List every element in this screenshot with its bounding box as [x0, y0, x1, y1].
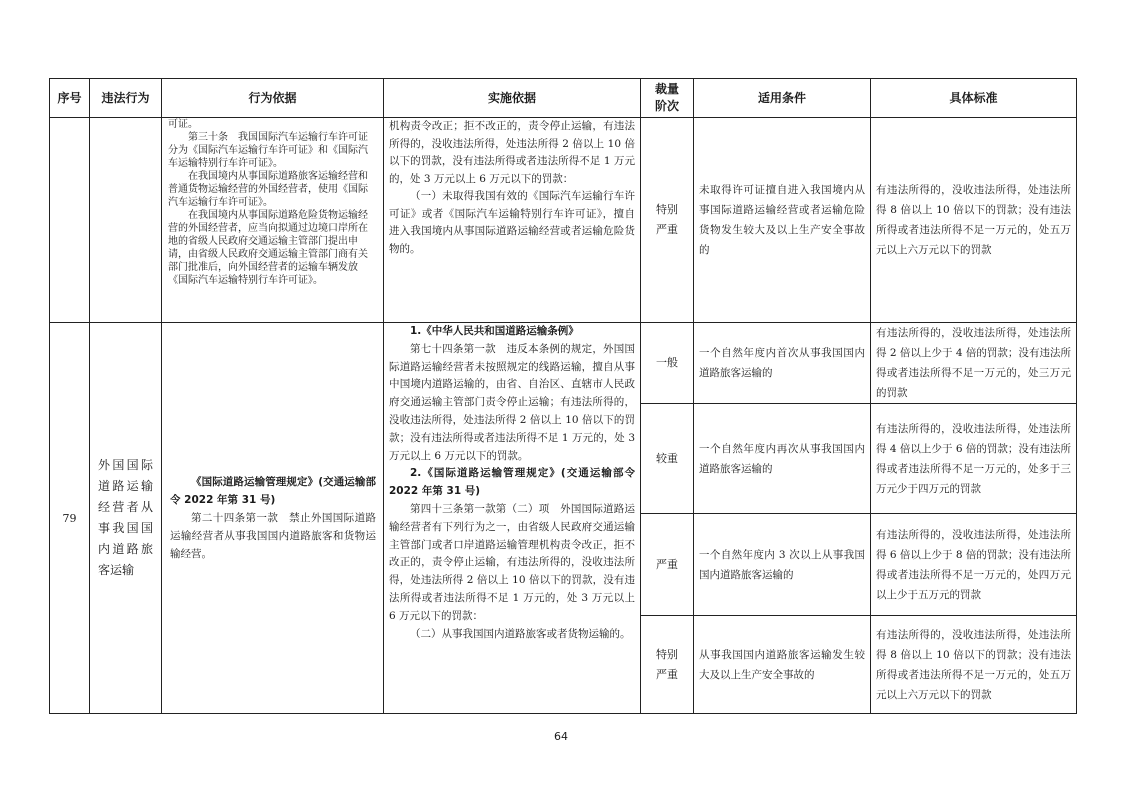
page-number: 64 — [554, 730, 568, 743]
header-standard: 具体标准 — [871, 79, 1077, 118]
basis-cell — [162, 323, 384, 714]
level-label: 特别严重 — [656, 203, 678, 236]
cont-basis-para: 第三十条 我国国际汽车运输行车许可证分为《国际汽车运输行车许可证》和《国际汽车运输特别行车许可证》。 — [168, 132, 368, 169]
header-implement: 实施依据 — [384, 79, 641, 118]
penalty-table — [49, 78, 1077, 714]
condition-text: 一个自然年度内再次从事我国国内道路旅客运输的 — [699, 442, 865, 475]
condition-text: 从事我国国内道路旅客运输发生较大及以上生产安全事故的 — [699, 648, 865, 681]
level-label: 严重 — [656, 557, 678, 571]
implement-cell — [384, 323, 641, 714]
standard-text: 有违法所得的，没收违法所得，处违法所得 8 倍以上 10 倍以下的罚款；没有违法所得或者违法所得不足一万元的，处五万元以上六万元以下的罚款 — [876, 184, 1071, 256]
implement-title: 1.《中华人民共和国道路运输条例》 — [410, 325, 579, 337]
standard-text: 有违法所得的，没收违法所得，处违法所得 8 倍以上 10 倍以下的罚款；没有违法所得或者违法所得不足一万元的，处五万元以上六万元以下的罚款 — [876, 628, 1071, 701]
implement-title: 2.《国际道路运输管理规定》(交通运输部令 2022 年第 31 号) — [389, 467, 635, 498]
level-cell — [641, 616, 694, 714]
standard-cell — [871, 616, 1077, 714]
table-row — [50, 323, 1077, 404]
standard-cell — [871, 514, 1077, 616]
level-cell — [641, 404, 694, 514]
implement-text: 第四十三条第一款第（二）项 外国国际道路运输经营者有下列行为之一，由省级人民政府交通运输主管部门或者口岸道路运输管理机构责令改正，拒不改正的，责令停止运输，有违法所得的，没收违法所得，处违法所得 2 倍以上 10 倍以下的罚款，没有违法所得或者违法所得不足 1 万元的，处 3 万元以上 6 万元以下的罚款： — [389, 502, 635, 622]
cont-basis-para: 可证。 — [168, 119, 198, 130]
cont-no — [50, 118, 90, 323]
violation-text: 外国国际道路运输经营者从事我国国内道路旅客运输 — [98, 458, 153, 577]
basis-title: 《国际道路运输管理规定》(交通运输部令 2022 年第 31 号) — [170, 476, 376, 506]
cont-condition-cell — [694, 118, 871, 323]
header-violation: 违法行为 — [90, 79, 162, 118]
condition-cell — [694, 514, 871, 616]
cont-level-cell — [641, 118, 694, 323]
level-label: 较重 — [656, 451, 678, 465]
level-cell — [641, 323, 694, 404]
header-condition: 适用条件 — [694, 79, 871, 118]
cont-violation — [90, 118, 162, 323]
level-cell — [641, 514, 694, 616]
header-basis: 行为依据 — [162, 79, 384, 118]
standard-text: 有违法所得的，没收违法所得，处违法所得 2 倍以上少于 4 倍的罚款；没有违法所得或者违法所得不足一万元的，处三万元的罚款 — [876, 327, 1071, 399]
row-number: 79 — [50, 323, 90, 714]
standard-cell — [871, 404, 1077, 514]
header-no: 序号 — [50, 79, 90, 118]
implement-text: （二）从事我国国内道路旅客或者货物运输的。 — [410, 627, 631, 640]
basis-text: 第二十四条第一款 禁止外国国际道路运输经营者从事我国国内道路旅客和货物运输经营。 — [170, 512, 376, 560]
standard-text: 有违法所得的，没收违法所得，处违法所得 6 倍以上少于 8 倍的罚款；没有违法所得或者违法所得不足一万元的，处四万元以上少于五万元的罚款 — [876, 528, 1071, 601]
standard-text: 有违法所得的，没收违法所得，处违法所得 4 倍以上少于 6 倍的罚款；没有违法所得或者违法所得不足一万元的，处多于三万元少于四万元的罚款 — [876, 422, 1071, 495]
condition-text: 一个自然年度内首次从事我国国内道路旅客运输的 — [699, 347, 865, 379]
condition-cell — [694, 323, 871, 404]
header-row — [50, 79, 1077, 118]
violation-cell — [90, 323, 162, 714]
cont-basis-para: 在我国境内从事国际道路旅客运输经营和普通货物运输经营的外国经营者，使用《国际汽车运输行车许可证》。 — [168, 171, 368, 208]
condition-cell — [694, 616, 871, 714]
condition-text: 一个自然年度内 3 次以上从事我国国内道路旅客运输的 — [699, 548, 865, 581]
cont-basis-para: 在我国境内从事国际道路危险货物运输经营的外国经营者，应当向拟通过边境口岸所在地的省级人民政府交通运输主管部门提出申请，由省级人民政府交通运输主管部门商有关部门批准后，向外国经营者的运输车辆发放《国际汽车运输特别行车许可证》。 — [168, 210, 368, 286]
implement-text: 第七十四条第一款 违反本条例的规定，外国国际道路运输经营者未按照规定的线路运输，擅自从事中国境内道路运输的，由省、自治区、直辖市人民政府交通运输主管部门责令停止运输；有违法所得的，没收违法所得，处违法所得 2 倍以上 10 倍以下的罚款；没有违法所得或者违法所得不足 1 万元的，处 3 万元以上 6 万元以下的罚款。 — [389, 342, 635, 462]
cont-implement-para: （一）未取得我国有效的《国际汽车运输行车许可证》或者《国际汽车运输特别行车许可证》，擅自进入我国境内从事国际道路运输经营或者运输危险货物的。 — [389, 190, 635, 255]
level-label: 特别严重 — [656, 647, 678, 681]
cont-implement-cell — [384, 118, 641, 323]
cont-standard-cell — [871, 118, 1077, 323]
cont-implement-para: 机构责令改正；拒不改正的，责令停止运输，有违法所得的，没收违法所得，处违法所得 2 倍以上 10 倍以下的罚款，没有违法所得或者违法所得不足 1 万元的，处 3 万元以上 6 万元以下的罚款： — [389, 120, 635, 185]
continued-row — [50, 118, 1077, 323]
header-level: 裁量阶次 — [641, 79, 694, 118]
condition-cell — [694, 404, 871, 514]
condition-text: 未取得许可证擅自进入我国境内从事国际道路运输经营或者运输危险货物发生较大及以上生产安全事故的 — [699, 184, 865, 256]
cont-basis-cell — [162, 118, 384, 323]
level-label: 一般 — [656, 356, 678, 369]
standard-cell — [871, 323, 1077, 404]
